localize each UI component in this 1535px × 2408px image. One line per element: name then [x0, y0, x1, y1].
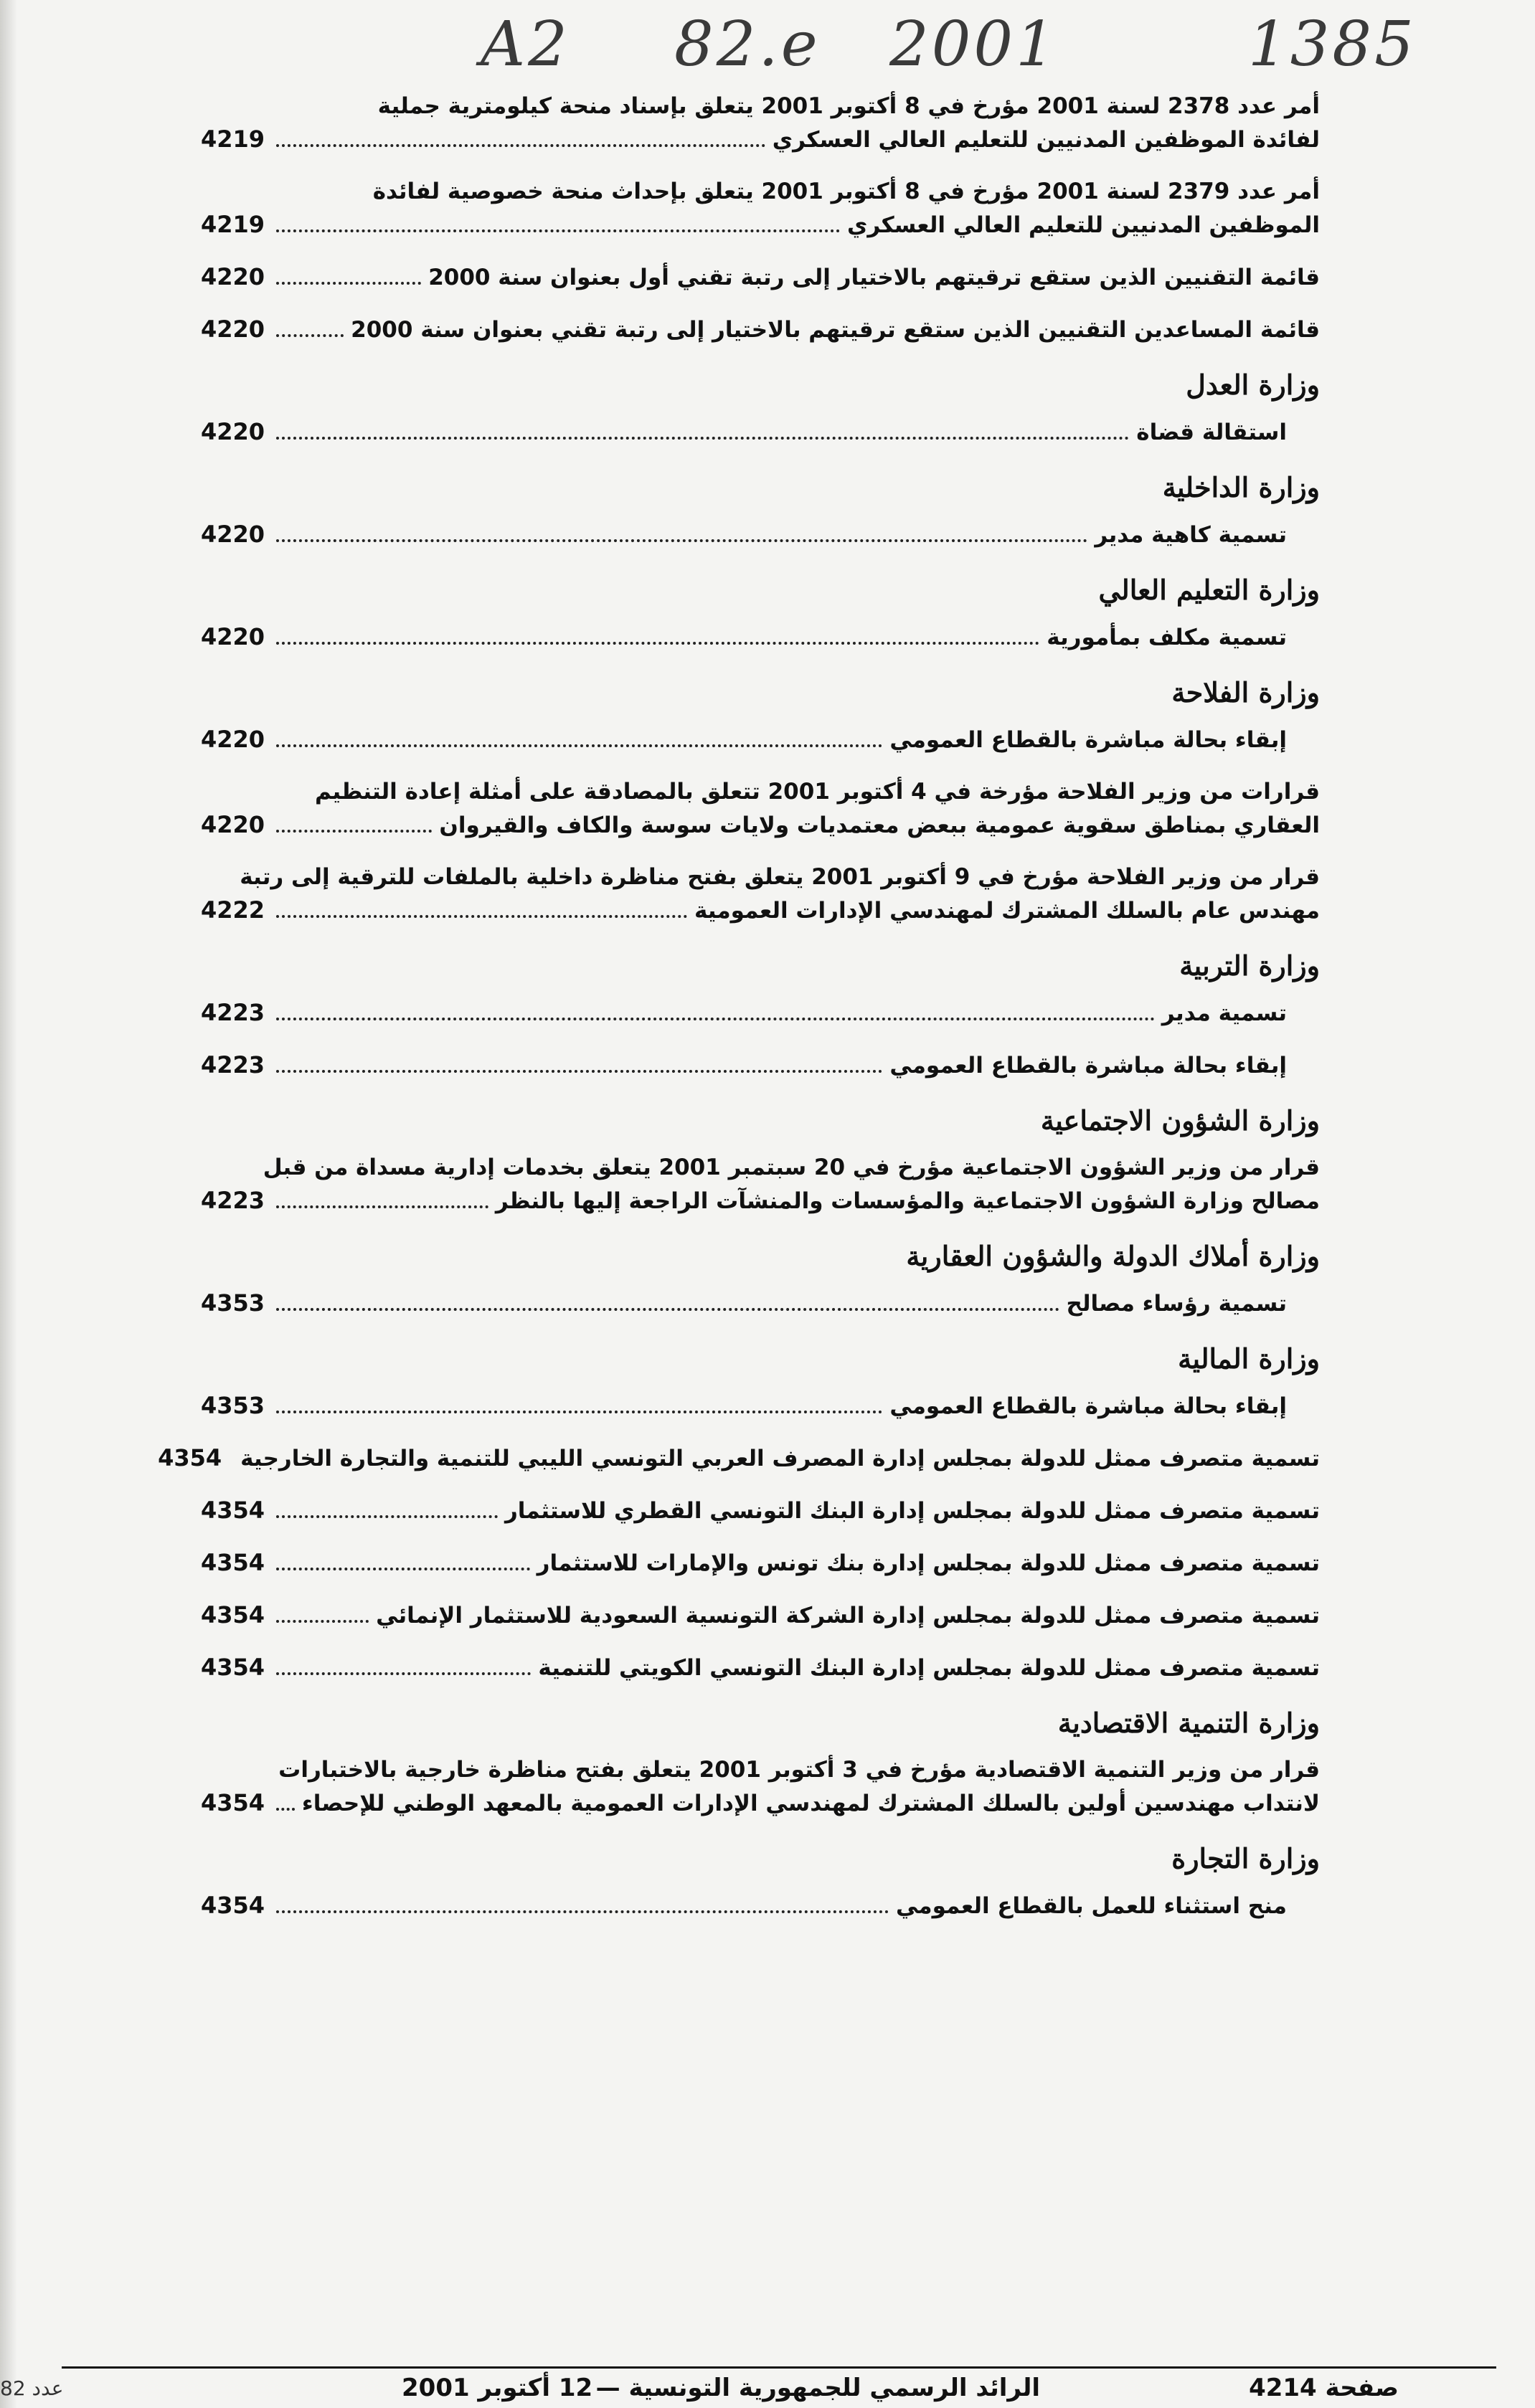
ministry-heading: وزارة المالية	[1178, 1342, 1320, 1375]
dot-leader	[276, 1515, 498, 1518]
toc-entry[interactable]	[201, 518, 1320, 551]
toc-page-number: 4220	[201, 811, 265, 838]
toc-entry-line	[201, 518, 1287, 551]
ministry-heading: وزارة أملاك الدولة والشؤون العقارية	[906, 1240, 1320, 1272]
handwriting-text: 1385	[1248, 9, 1417, 80]
page-edge-shadow	[0, 0, 17, 2408]
footer-issue-number: عدد 82	[0, 2376, 64, 2400]
dot-leader	[276, 1070, 882, 1073]
toc-entry-line	[201, 1184, 1320, 1218]
ministry-heading: وزارة التعليم العالي	[1098, 574, 1320, 606]
toc-page-number: 4223	[201, 999, 265, 1026]
footer-page-number: صفحة 4214	[1249, 2374, 1399, 2402]
dot-leader	[276, 1411, 882, 1413]
toc-entry-text: مهندس عام بالسلك المشترك لمهندسي الإدارات العمومية	[694, 898, 1320, 924]
ministry-heading: وزارة الداخلية	[1162, 471, 1320, 503]
table-of-contents	[158, 90, 1320, 1941]
dot-leader	[276, 642, 1039, 645]
toc-entry[interactable]	[201, 1889, 1320, 1923]
dot-leader	[276, 1308, 1059, 1311]
toc-entry-text: إبقاء بحالة مباشرة بالقطاع العمومي	[889, 1393, 1287, 1419]
toc-page-number: 4354	[201, 1892, 265, 1919]
toc-page-number: 4354	[201, 1497, 265, 1524]
ministry-heading: وزارة التجارة	[1171, 1842, 1320, 1874]
dot-leader	[276, 744, 882, 747]
toc-entry-line	[201, 313, 1320, 346]
toc-page-number: 4220	[201, 623, 265, 650]
toc-entry-text: استقالة قضاة	[1136, 419, 1287, 445]
toc-page-number: 4223	[201, 1051, 265, 1079]
toc-page-number: 4220	[201, 316, 265, 343]
toc-entry-line	[201, 415, 1287, 449]
handwritten-annotation	[430, 9, 1463, 95]
dot-leader	[276, 1018, 1155, 1020]
dot-leader	[276, 1808, 295, 1811]
toc-entry-line	[201, 1786, 1320, 1820]
footer-date: 12 أكتوبر 2001	[402, 2374, 593, 2402]
ministry-heading: وزارة التربية	[1179, 949, 1320, 982]
toc-page-number: 4219	[201, 211, 265, 238]
ministry-heading: وزارة التنمية الاقتصادية	[1057, 1707, 1320, 1739]
toc-entry[interactable]	[201, 90, 1320, 156]
toc-entry-text: تسمية مكلف بمأمورية	[1047, 625, 1287, 650]
toc-entry-line	[201, 723, 1287, 757]
toc-entry[interactable]	[201, 1651, 1320, 1684]
toc-entry-line	[201, 996, 1287, 1030]
toc-entry-line	[201, 775, 1320, 808]
dot-leader	[276, 830, 432, 833]
toc-entry-text: قائمة المساعدين التقنيين الذين ستقع ترقيتهم بالاختيار إلى رتبة تقني بعنوان سنة 2000	[351, 317, 1320, 343]
toc-entry[interactable]	[201, 620, 1320, 654]
toc-page-number: 4223	[201, 1187, 265, 1214]
dot-leader	[276, 229, 840, 232]
dot-leader	[276, 282, 421, 285]
toc-entry[interactable]	[201, 1048, 1320, 1082]
handwriting-text: A2	[481, 9, 570, 80]
toc-entry-line	[201, 1286, 1287, 1320]
toc-entry-text: تسمية كاهية مدير	[1095, 522, 1287, 548]
toc-entry[interactable]	[201, 260, 1320, 294]
toc-page-number: 4222	[201, 896, 265, 924]
dot-leader	[276, 1672, 531, 1675]
toc-entry-text: قرار من وزير التنمية الاقتصادية مؤرخ في 3 أكتوبر 2001 يتعلق بفتح مناظرة خارجية بالاختبارات	[278, 1757, 1320, 1783]
toc-entry-text: تسمية متصرف ممثل للدولة بمجلس إدارة البنك التونسي الكويتي للتنمية	[538, 1655, 1320, 1681]
toc-entry[interactable]	[201, 775, 1320, 842]
toc-page-number: 4353	[201, 1289, 265, 1317]
handwriting-text: 82.e	[674, 9, 821, 80]
toc-entry-text: لفائدة الموظفين المدنيين للتعليم العالي العسكري	[772, 127, 1320, 153]
toc-entry-line	[201, 1889, 1287, 1923]
toc-entry[interactable]	[201, 313, 1320, 346]
toc-entry-text: تسمية متصرف ممثل للدولة بمجلس إدارة الشركة التونسية السعودية للاستثمار الإنمائي	[376, 1603, 1320, 1629]
toc-entry[interactable]	[201, 175, 1320, 242]
ministry-heading: وزارة الفلاحة	[1171, 676, 1320, 708]
toc-entry-text: مصالح وزارة الشؤون الاجتماعية والمؤسسات والمنشآت الراجعة إليها بالنظر	[495, 1188, 1320, 1214]
dot-leader	[276, 144, 765, 147]
toc-entry[interactable]	[158, 1441, 1320, 1475]
toc-entry[interactable]	[201, 723, 1320, 757]
dot-leader	[276, 1205, 488, 1208]
toc-entry-text: قرار من وزير الفلاحة مؤرخ في 9 أكتوبر 2001 يتعلق بفتح مناظرة داخلية بالملفات للترقية إلى رتبة	[240, 864, 1320, 890]
ministry-heading: وزارة الشؤون الاجتماعية	[1040, 1104, 1320, 1137]
toc-entry-line	[201, 1598, 1320, 1632]
footer-divider	[62, 2366, 1496, 2369]
toc-page-number: 4220	[201, 418, 265, 445]
toc-entry-line	[201, 620, 1287, 654]
toc-entry-text: تسمية متصرف ممثل للدولة بمجلس إدارة بنك تونس والإمارات للاستثمار	[537, 1550, 1320, 1576]
toc-entry-line	[201, 1494, 1320, 1527]
toc-entry-line	[201, 175, 1320, 208]
toc-entry[interactable]	[201, 1598, 1320, 1632]
dot-leader	[276, 334, 344, 337]
toc-entry-line	[201, 1389, 1287, 1423]
toc-entry-line	[201, 1651, 1320, 1684]
toc-entry[interactable]	[201, 996, 1320, 1030]
dot-leader	[276, 915, 687, 918]
toc-entry[interactable]	[201, 415, 1320, 449]
toc-entry-line	[201, 1151, 1320, 1184]
toc-page-number: 4354	[201, 1654, 265, 1681]
dot-leader	[276, 1620, 369, 1623]
toc-page-number: 4220	[201, 726, 265, 753]
dot-leader	[276, 437, 1129, 440]
toc-page-number: 4354	[158, 1444, 222, 1471]
toc-entry[interactable]	[201, 1389, 1320, 1423]
toc-entry[interactable]	[201, 1286, 1320, 1320]
toc-entry[interactable]	[201, 1753, 1320, 1820]
toc-page-number: 4354	[201, 1549, 265, 1576]
toc-entry-text: إبقاء بحالة مباشرة بالقطاع العمومي	[889, 727, 1287, 753]
toc-entry-text: العقاري بمناطق سقوية عمومية ببعض معتمديات ولايات سوسة والكاف والقيروان	[439, 812, 1320, 838]
footer-journal-title: الرائد الرسمي للجمهورية التونسية —	[595, 2374, 1040, 2402]
toc-entry-line	[201, 208, 1320, 242]
toc-entry-text: الموظفين المدنيين للتعليم العالي العسكري	[846, 212, 1320, 238]
toc-entry-line	[201, 90, 1320, 123]
toc-entry-text: قائمة التقنيين الذين ستقع ترقيتهم بالاختيار إلى رتبة تقني أول بعنوان سنة 2000	[428, 265, 1320, 290]
toc-entry-line	[201, 123, 1320, 156]
toc-entry-text: تسمية مدير	[1161, 1000, 1287, 1026]
dot-leader	[276, 539, 1087, 542]
toc-entry[interactable]	[201, 1494, 1320, 1527]
toc-entry-line	[201, 1048, 1287, 1082]
toc-entry-line	[158, 1441, 1320, 1475]
toc-entry-text: تسمية متصرف ممثل للدولة بمجلس إدارة البنك التونسي القطري للاستثمار	[504, 1498, 1320, 1524]
toc-entry-line	[201, 260, 1320, 294]
toc-page-number: 4220	[201, 263, 265, 290]
toc-entry-line	[201, 893, 1320, 927]
toc-entry-text: أمر عدد 2378 لسنة 2001 مؤرخ في 8 أكتوبر 2001 يتعلق بإسناد منحة كيلومترية جملية	[377, 93, 1320, 119]
toc-entry-text: إبقاء بحالة مباشرة بالقطاع العمومي	[889, 1053, 1287, 1079]
toc-entry-text: أمر عدد 2379 لسنة 2001 مؤرخ في 8 أكتوبر 2001 يتعلق بإحداث منحة خصوصية لفائدة	[372, 179, 1320, 204]
toc-page-number: 4354	[201, 1601, 265, 1629]
toc-entry-line	[201, 861, 1320, 893]
dot-leader	[276, 1910, 889, 1913]
toc-entry-line	[201, 1546, 1320, 1580]
toc-page-number: 4354	[201, 1789, 265, 1816]
toc-page-number: 4220	[201, 521, 265, 548]
toc-page-number: 4219	[201, 125, 265, 153]
toc-entry-text: منح استثناء للعمل بالقطاع العمومي	[896, 1893, 1287, 1919]
toc-entry-text: لانتداب مهندسين أولين بالسلك المشترك لمهندسي الإدارات العمومية بالمعهد الوطني للإحصاء	[301, 1791, 1320, 1816]
toc-entry-text: تسمية رؤساء مصالح	[1066, 1291, 1287, 1317]
toc-entry-text: تسمية متصرف ممثل للدولة بمجلس إدارة المصرف العربي التونسي الليبي للتنمية والتجارة الخارجية	[240, 1446, 1320, 1471]
toc-entry[interactable]	[201, 861, 1320, 927]
toc-entry-line	[201, 1753, 1320, 1786]
toc-entry-text: قرارات من وزير الفلاحة مؤرخة في 4 أكتوبر 2001 تتعلق بالمصادقة على أمثلة إعادة التنظيم	[315, 779, 1320, 805]
toc-page-number: 4353	[201, 1392, 265, 1419]
handwriting-text: 2001	[889, 9, 1058, 80]
toc-entry[interactable]	[201, 1151, 1320, 1218]
dot-leader	[276, 1568, 530, 1570]
ministry-heading: وزارة العدل	[1186, 369, 1320, 401]
toc-entry-line	[201, 808, 1320, 842]
toc-entry-text: قرار من وزير الشؤون الاجتماعية مؤرخ في 20 سبتمبر 2001 يتعلق بخدمات إدارية مسداة من قبل	[263, 1155, 1320, 1180]
page-footer	[0, 2374, 1535, 2408]
toc-entry[interactable]	[201, 1546, 1320, 1580]
